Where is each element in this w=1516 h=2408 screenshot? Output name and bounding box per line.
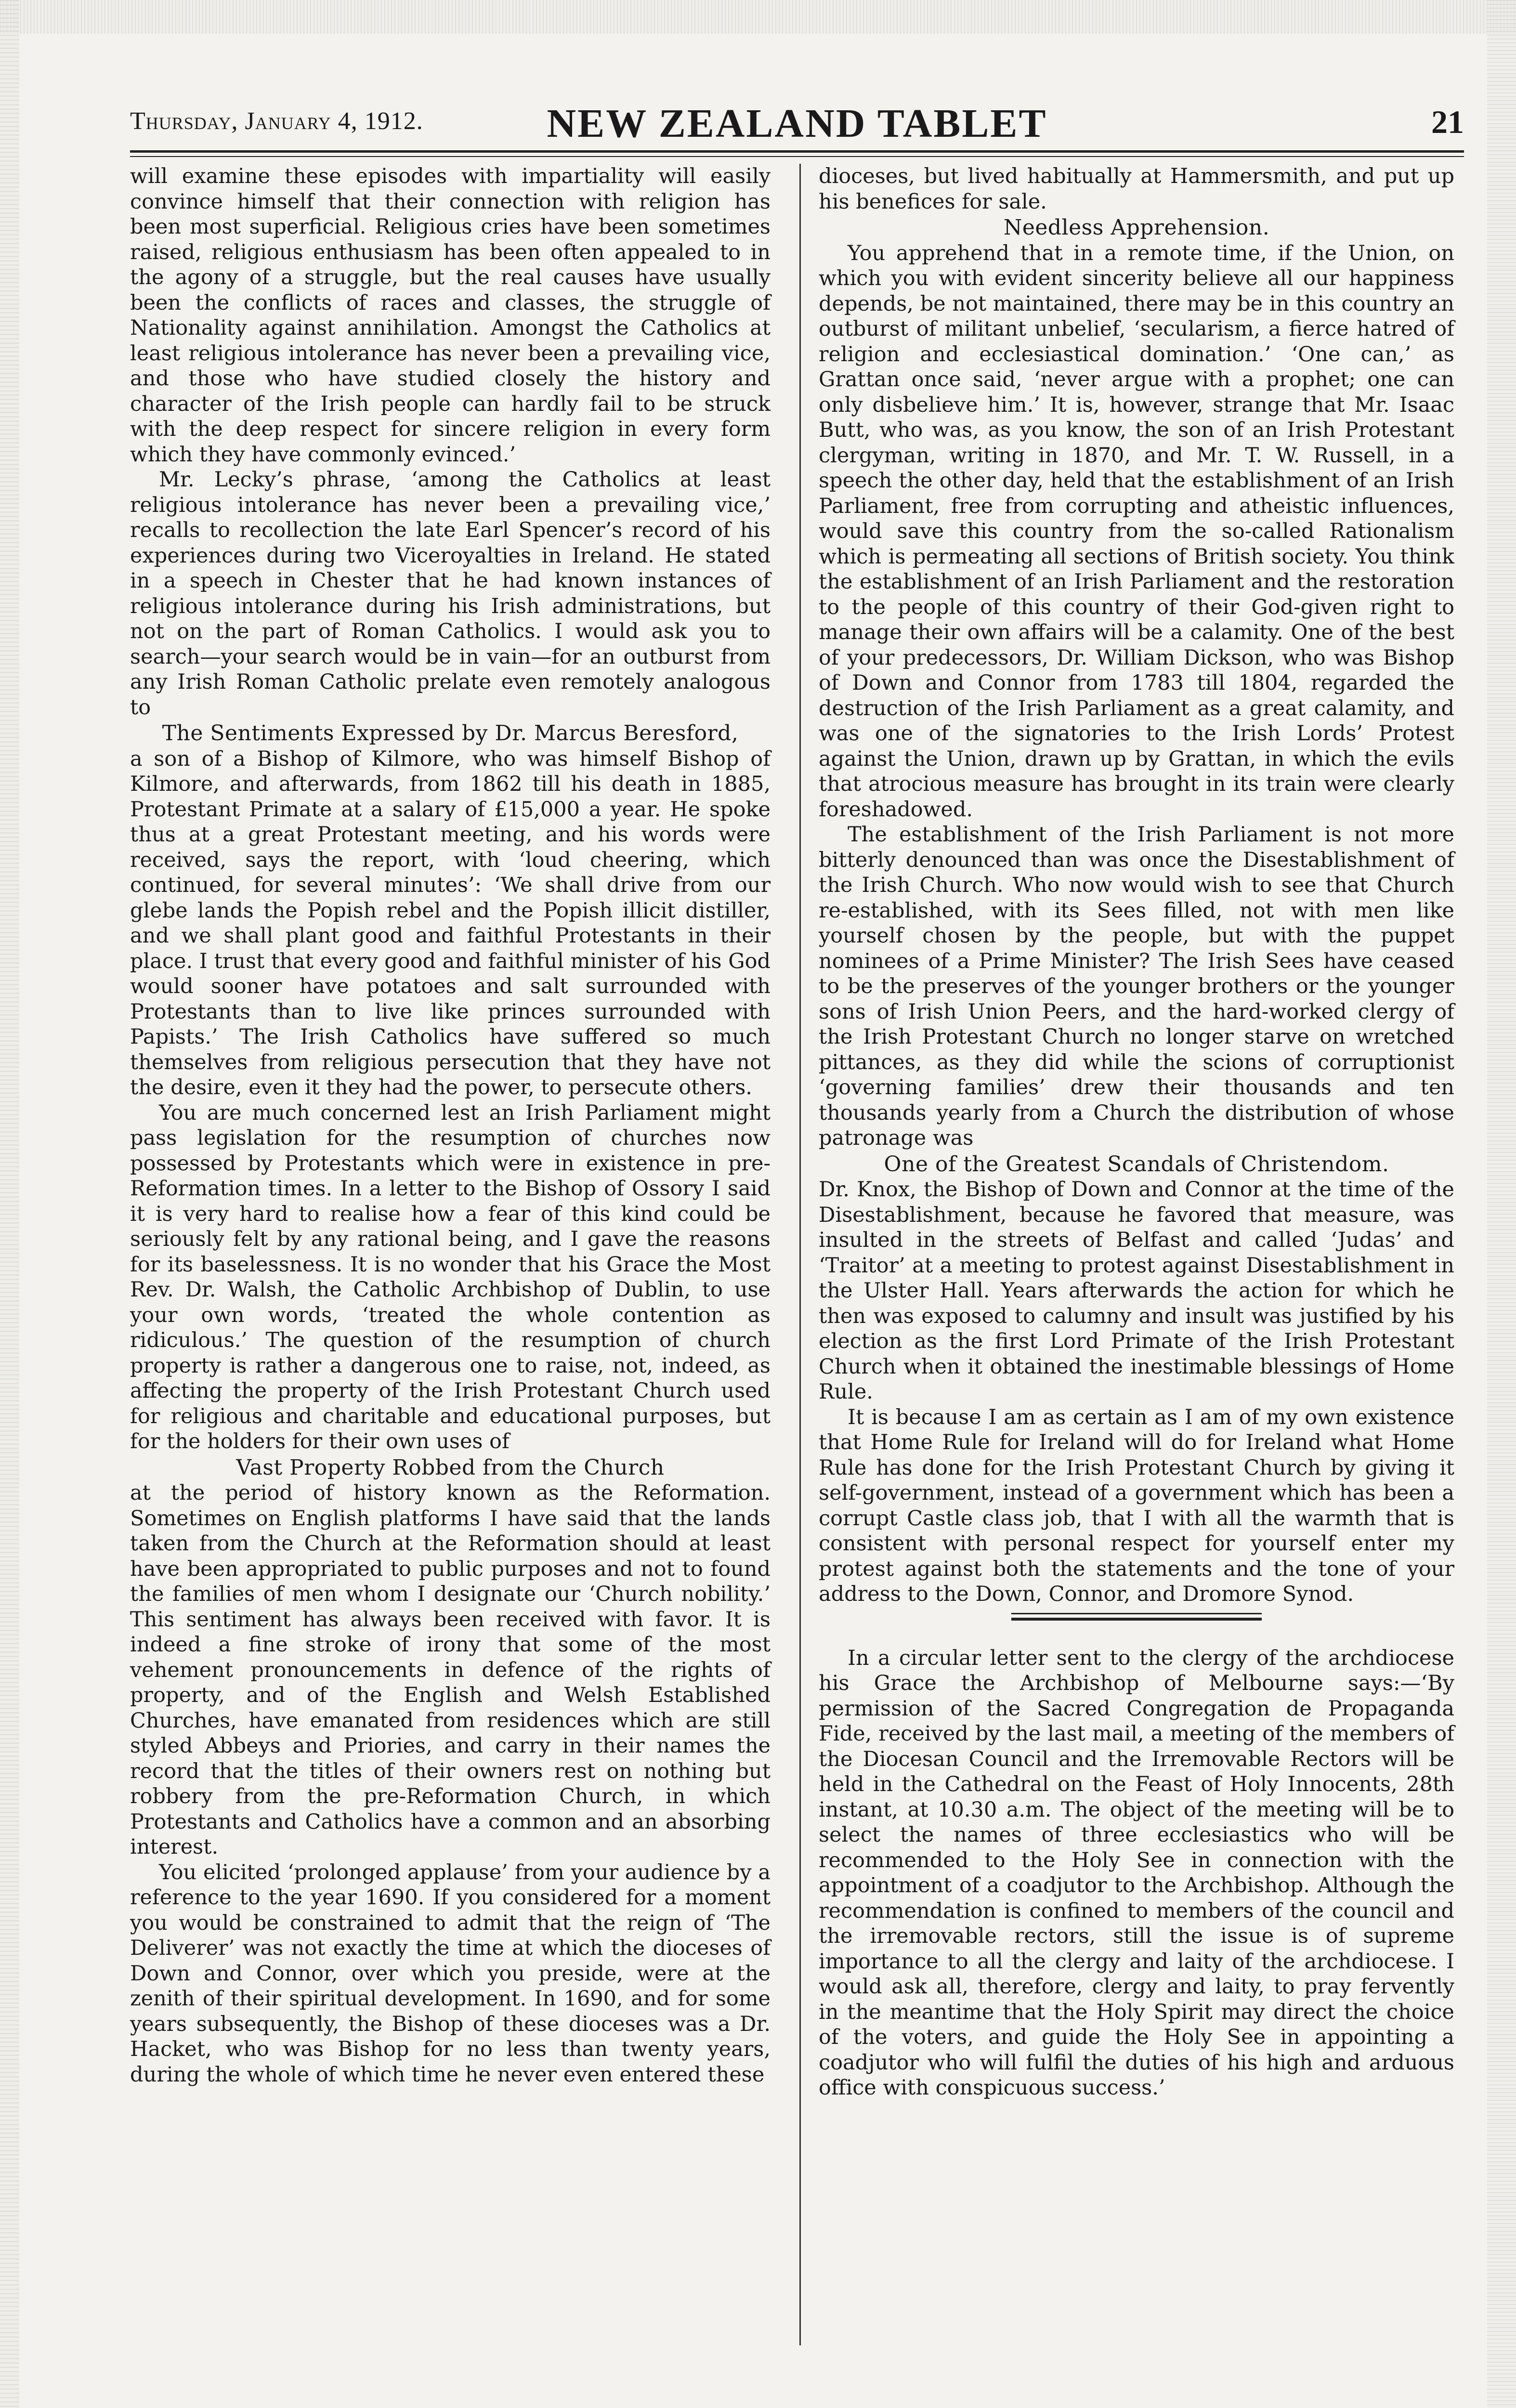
paragraph: It is because I am as certain as I am of my own existence that Home Rule for Ireland will do for Ireland what Home Rule has done for the Irish Protestant Church by giving it self-government, instead of a government which has been a corrupt Castle class job, that I with all the warmth that is consistent with personal respect for yourself enter my protest against both the statements and the tone of your address to the Down, Connor, and Dromore Synod. (819, 1405, 1454, 1606)
paragraph: You elicited ‘prolonged applause’ from your audience by a reference to the year 1690. If you considered for a moment you would be constrained to admit that the reign of ‘The Deliverer’ was not exactly the time at which the dioceses of Down and Connor, over which you preside, were at the zenith of their spiritual development. In 1690, and for some years subsequently, the Bishop of these dioceses was a Dr. Hacket, who was Bishop for no less than twenty years, during the whole of which time he never even entered these (130, 1860, 771, 2087)
paragraph: dioceses, but lived habitually at Hammersmith, and put up his benefices for sale. (819, 164, 1454, 214)
scan-edge-top (0, 0, 1516, 34)
section-heading: Needless Apprehension. (1003, 215, 1270, 240)
section-heading: One of the Greatest Scandals of Christendom. (884, 1152, 1389, 1177)
separator-rule (1011, 1618, 1262, 1621)
paragraph: You are much concerned lest an Irish Parliament might pass legislation for the resumption of churches now possessed by Protestants which were in existence in pre-Reformation times. In a letter to the Bishop of Ossory I said it is very hard to realise how a fear of this kind could be seriously felt by any rational being, and I gave the reasons for its baselessness. It is no wonder that his Grace the Most Rev. Dr. Walsh, the Catholic Archbishop of Dublin, to use your own words, ‘treated the whole contention as ridiculous.’ The question of the resumption of church property is rather a dangerous one to raise, not, indeed, as affecting the property of the Irish Protestant Church used for religious and charitable and educational purposes, but for the holders for their own uses of (130, 1100, 771, 1453)
section-heading: The Sentiments Expressed by Dr. Marcus Beresford, (162, 721, 739, 746)
scan-edge-right (1487, 0, 1516, 2408)
right-column (819, 164, 1454, 2101)
paragraph: will examine these episodes with impartiality will easily convince himself that their connection with religion has been most superficial. Religious cries have been sometimes raised, religious enthusiasm has been often appealed to in the agony of a struggle, but the real causes have usually been the conflicts of races and classes, the struggle of Nationality against annihilation. Amongst the Catholics at least religious intolerance has never been a prevailing vice, and those who have studied closely the history and character of the Irish people can hardly fail to be struck with the deep respect for sincere religion in every form which they have commonly evinced.’ (130, 164, 771, 467)
header-page-number: 21 (1431, 104, 1464, 140)
left-column (130, 164, 771, 2087)
paragraph: In a circular letter sent to the clergy of the archdiocese his Grace the Archbishop of Melbourne says:—‘By permission of the Sacred Congregation de Propaganda Fide, received by the last mail, a meeting of the members of the Diocesan Council and the Irremovable Rectors will be held in the Cathedral on the Feast of Holy Innocents, 28th instant, at 10.30 a.m. The object of the meeting will be to select the names of three ecclesiastics who will be recommended to the Holy See in connection with the appointment of a coadjutor to the Archbishop. Although the recommendation is confined to members of the council and the irremovable rectors, still the issue is of supreme importance to all the clergy and laity of the archdiocese. I would ask all, therefore, clergy and laity, to pray fervently in the meantime that the Holy Spirit may direct the choice of the voters, and guide the Holy See in appointing a coadjutor who will fulfil the duties of his high and arduous office with conspicuous success.’ (819, 1646, 1454, 2100)
paragraph: Mr. Lecky’s phrase, ‘among the Catholics at least religious intolerance has never been a prevailing vice,’ recalls to recollection the late Earl Spencer’s record of his experiences during two Viceroyalties in Ireland. He stated in a speech in Chester that he had known instances of religious intolerance during his Irish administrations, but not on the part of Roman Catholics. I would ask you to search—your search would be in vain—for an outburst from any Irish Roman Catholic prelate even remotely analogous to (130, 468, 771, 720)
paragraph: Dr. Knox, the Bishop of Down and Connor at the time of the Disestablishment, because he favored that measure, was insulted in the streets of Belfast and called ‘Judas’ and ‘Traitor’ at a meeting to protest against Disestablishment in the Ulster Hall. Years afterwards the action for which he then was exposed to calumny and insult was justified by his election as the first Lord Primate of the Irish Protestant Church when it obtained the inestimable blessings of Home Rule. (819, 1178, 1454, 1404)
header-title: NEW ZEALAND TABLET (547, 101, 1047, 146)
paragraph: at the period of history known as the Reformation. Sometimes on English platforms I have said that the lands taken from the Church at the Reformation should at least have been appropriated to public purposes and not to found the families of men whom I designate our ‘Church nobility.’ This sentiment has always been received with favor. It is indeed a fine stroke of irony that some of the most vehement pronouncements in defence of the rights of property, and of the English and Welsh Established Churches, have emanated from residences which are still styled Abbeys and Priories, and carry in their names the record that the titles of their owners rest on nothing but robbery from the pre-Reformation Church, in which Protestants and Catholics have a common and an absorbing interest. (130, 1481, 771, 1859)
paragraph: The establishment of the Irish Parliament is not more bitterly denounced than was once the Disestablishment of the Irish Church. Who now would wish to see that Church re-established, with its Sees filled, not with men like yourself chosen by the people, but with the puppet nominees of a Prime Minister? The Irish Sees have ceased to be the preserves of the younger brothers or the younger sons of Irish Union Peers, and the hard-worked clergy of the Irish Protestant Church no longer starve on wretched pittances, as they did while the scions of corruptionist ‘governing families’ drew their thousands and ten thousands yearly from a Church the distribution of whose patronage was (819, 823, 1454, 1150)
header-rule-thick (130, 150, 1464, 153)
scan-edge-left (0, 0, 19, 2408)
article-separator (819, 1607, 1454, 1646)
section-heading: Vast Property Robbed from the Church (236, 1455, 665, 1480)
header-rule-thin (130, 156, 1464, 157)
separator-rule (1011, 1613, 1262, 1614)
header-date: Thursday, January 4, 1912. (130, 107, 423, 135)
paragraph: a son of a Bishop of Kilmore, who was himself Bishop of Kilmore, and afterwards, from 1862 till his death in 1885, Protestant Primate at a salary of £15,000 a year. He spoke thus at a great Protestant meeting, and his words were received, says the report, with ‘loud cheering, which continued, for several minutes’: ‘We shall drive from our glebe lands the Popish rebel and the Popish illicit distiller, and we shall plant good and faithful Protestants in their place. I trust that every good and faithful minister of his God would sooner have potatoes and salt surrounded with Protestants than to live like princes surrounded with Papists.’ The Irish Catholics have suffered so much themselves from religious persecution that they have not the desire, even it they had the power, to persecute others. (130, 746, 771, 1099)
paragraph: You apprehend that in a remote time, if the Union, on which you with evident sincerity believe all our happiness depends, be not maintained, there may be in this country an outburst of militant unbelief, ‘secularism, a fierce hatred of religion and ecclesiastical domination.’ ‘One can,’ as Grattan once said, ‘never argue with a prophet; one can only disbelieve him.’ It is, however, strange that Mr. Isaac Butt, who was, as you know, the son of an Irish Protestant clergyman, writing in 1870, and Mr. T. W. Russell, in a speech the other day, held that the establishment of an Irish Parliament, free from corrupting and atheistic influences, would save this country from the so-called Rationalism which is permeating all sections of British society. You think the establishment of an Irish Parliament and the restoration to the people of this country of their God-given right to manage their own affairs will be a calamity. One of the best of your predecessors, Dr. William Dickson, who was Bishop of Down and Connor from 1783 till 1804, regarded the destruction of the Irish Parliament as a great calamity, and was one of the signatories to the Irish Lords’ Protest against the Union, drawn up by Grattan, in which the evils that atrocious measure has brought in its train were clearly foreshadowed. (819, 241, 1454, 822)
column-divider (799, 164, 801, 2345)
page-header (130, 96, 1464, 149)
